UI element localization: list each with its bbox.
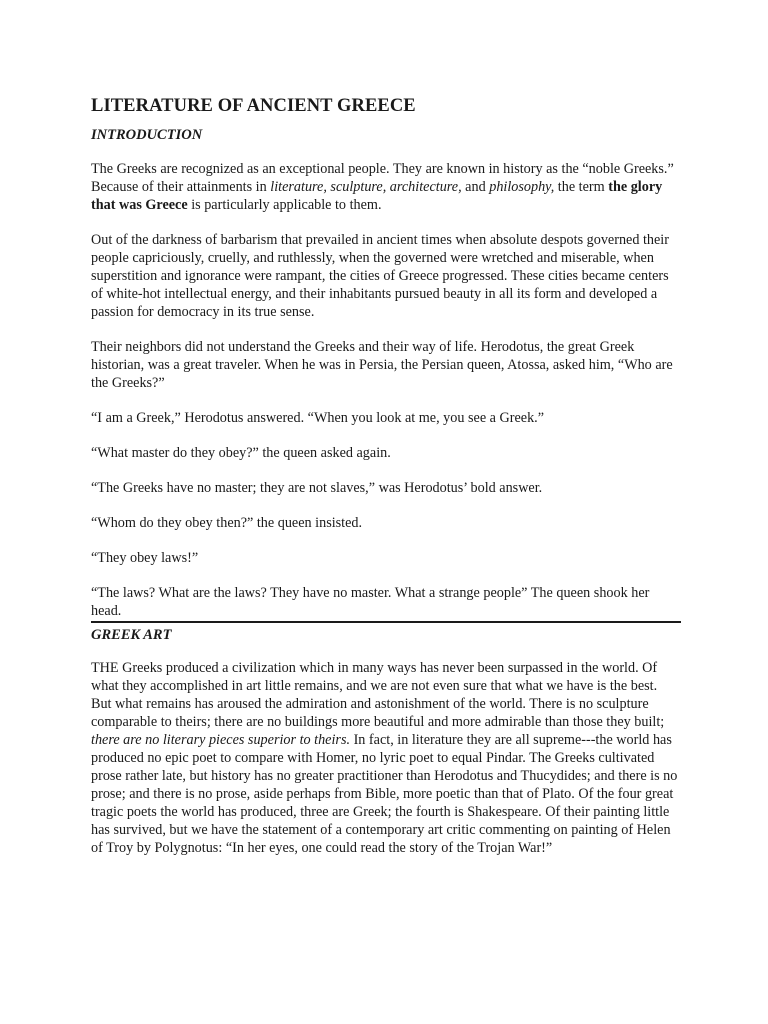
text-run: and — [461, 179, 490, 195]
bold-run: the glory that was Greece — [91, 179, 663, 213]
text-run: The Greeks are recognized as an exceptional people. They are known in history as the “noble Greeks.” Because of their attainments in — [91, 161, 674, 195]
document-title: LITERATURE OF ANCIENT GREECE — [91, 96, 416, 116]
introduction-paragraph-1 — [91, 160, 681, 214]
text-run: THE Greeks produced a civilization which in many ways has never been surpassed in the world. Of what they accomplished in art little remains, and we are not even sure that what we have is the best. But what remains has aroused the admiration and astonishment of the world. There is no sculpture comparable to theirs; there are no buildings more beautiful and more admirable than those they built; — [91, 660, 665, 730]
greek-art-heading: GREEK ART — [91, 627, 172, 643]
text-run: In fact, in literature they are all supreme---the world has produced no epic poet to compare with Homer, no lyric poet to equal Pindar. The Greeks cultivated prose rather late, but history has no greater practitioner than Herodotus and Thucydides; and there is no prose; and there is no prose, aside perhaps from Bible, more poetic than that of Plato. Of the four great tragic poets the world has produced, three are Greek; the fourth is Shakespeare. Of their painting little has survived, but we have the statement of a contemporary art critic commenting on painting of Helen of Troy by Polygnotus: “In her eyes, one could read the story of the Trojan War!” — [91, 732, 678, 856]
dialogue-line: “Whom do they obey then?” the queen insisted. — [91, 515, 363, 531]
section-divider — [91, 621, 681, 623]
dialogue-line: “The laws? What are the laws? They have no master. What a strange people” The queen shook her head. — [91, 585, 650, 619]
dialogue-line: “What master do they obey?” the queen asked again. — [91, 445, 391, 461]
introduction-heading: INTRODUCTION — [91, 127, 203, 143]
dialogue-line: “The Greeks have no master; they are not slaves,” was Herodotus’ bold answer. — [91, 480, 543, 496]
introduction-paragraph-3: Their neighbors did not understand the Greeks and their way of life. Herodotus, the great Greek historian, was a great traveler. When he was in Persia, the Persian queen, Atossa, asked him, “Who are the Greeks?” — [91, 339, 673, 391]
introduction-paragraph-2: Out of the darkness of barbarism that prevailed in ancient times when absolute despots governed their people capriciously, cruelly, and ruthlessly, when the governed were wretched and miserable, when superstition and ignorance were rampant, the cities of Greece progressed. These cities became centers of white-hot intellectual energy, and their inhabitants pursued beauty in all its form and developed a passion for democracy in its true sense. — [91, 232, 669, 320]
italic-run: there are no literary pieces superior to theirs. — [91, 732, 351, 748]
text-run: the term — [554, 179, 609, 195]
dialogue-line: “They obey laws!” — [91, 550, 199, 566]
greek-art-paragraph — [91, 659, 681, 857]
document-page — [91, 96, 681, 874]
italic-run: philosophy, — [489, 179, 555, 195]
italic-run: literature, sculpture, architecture, — [270, 179, 462, 195]
text-run: is particularly applicable to them. — [187, 197, 382, 213]
dialogue-line: “I am a Greek,” Herodotus answered. “When you look at me, you see a Greek.” — [91, 410, 545, 426]
